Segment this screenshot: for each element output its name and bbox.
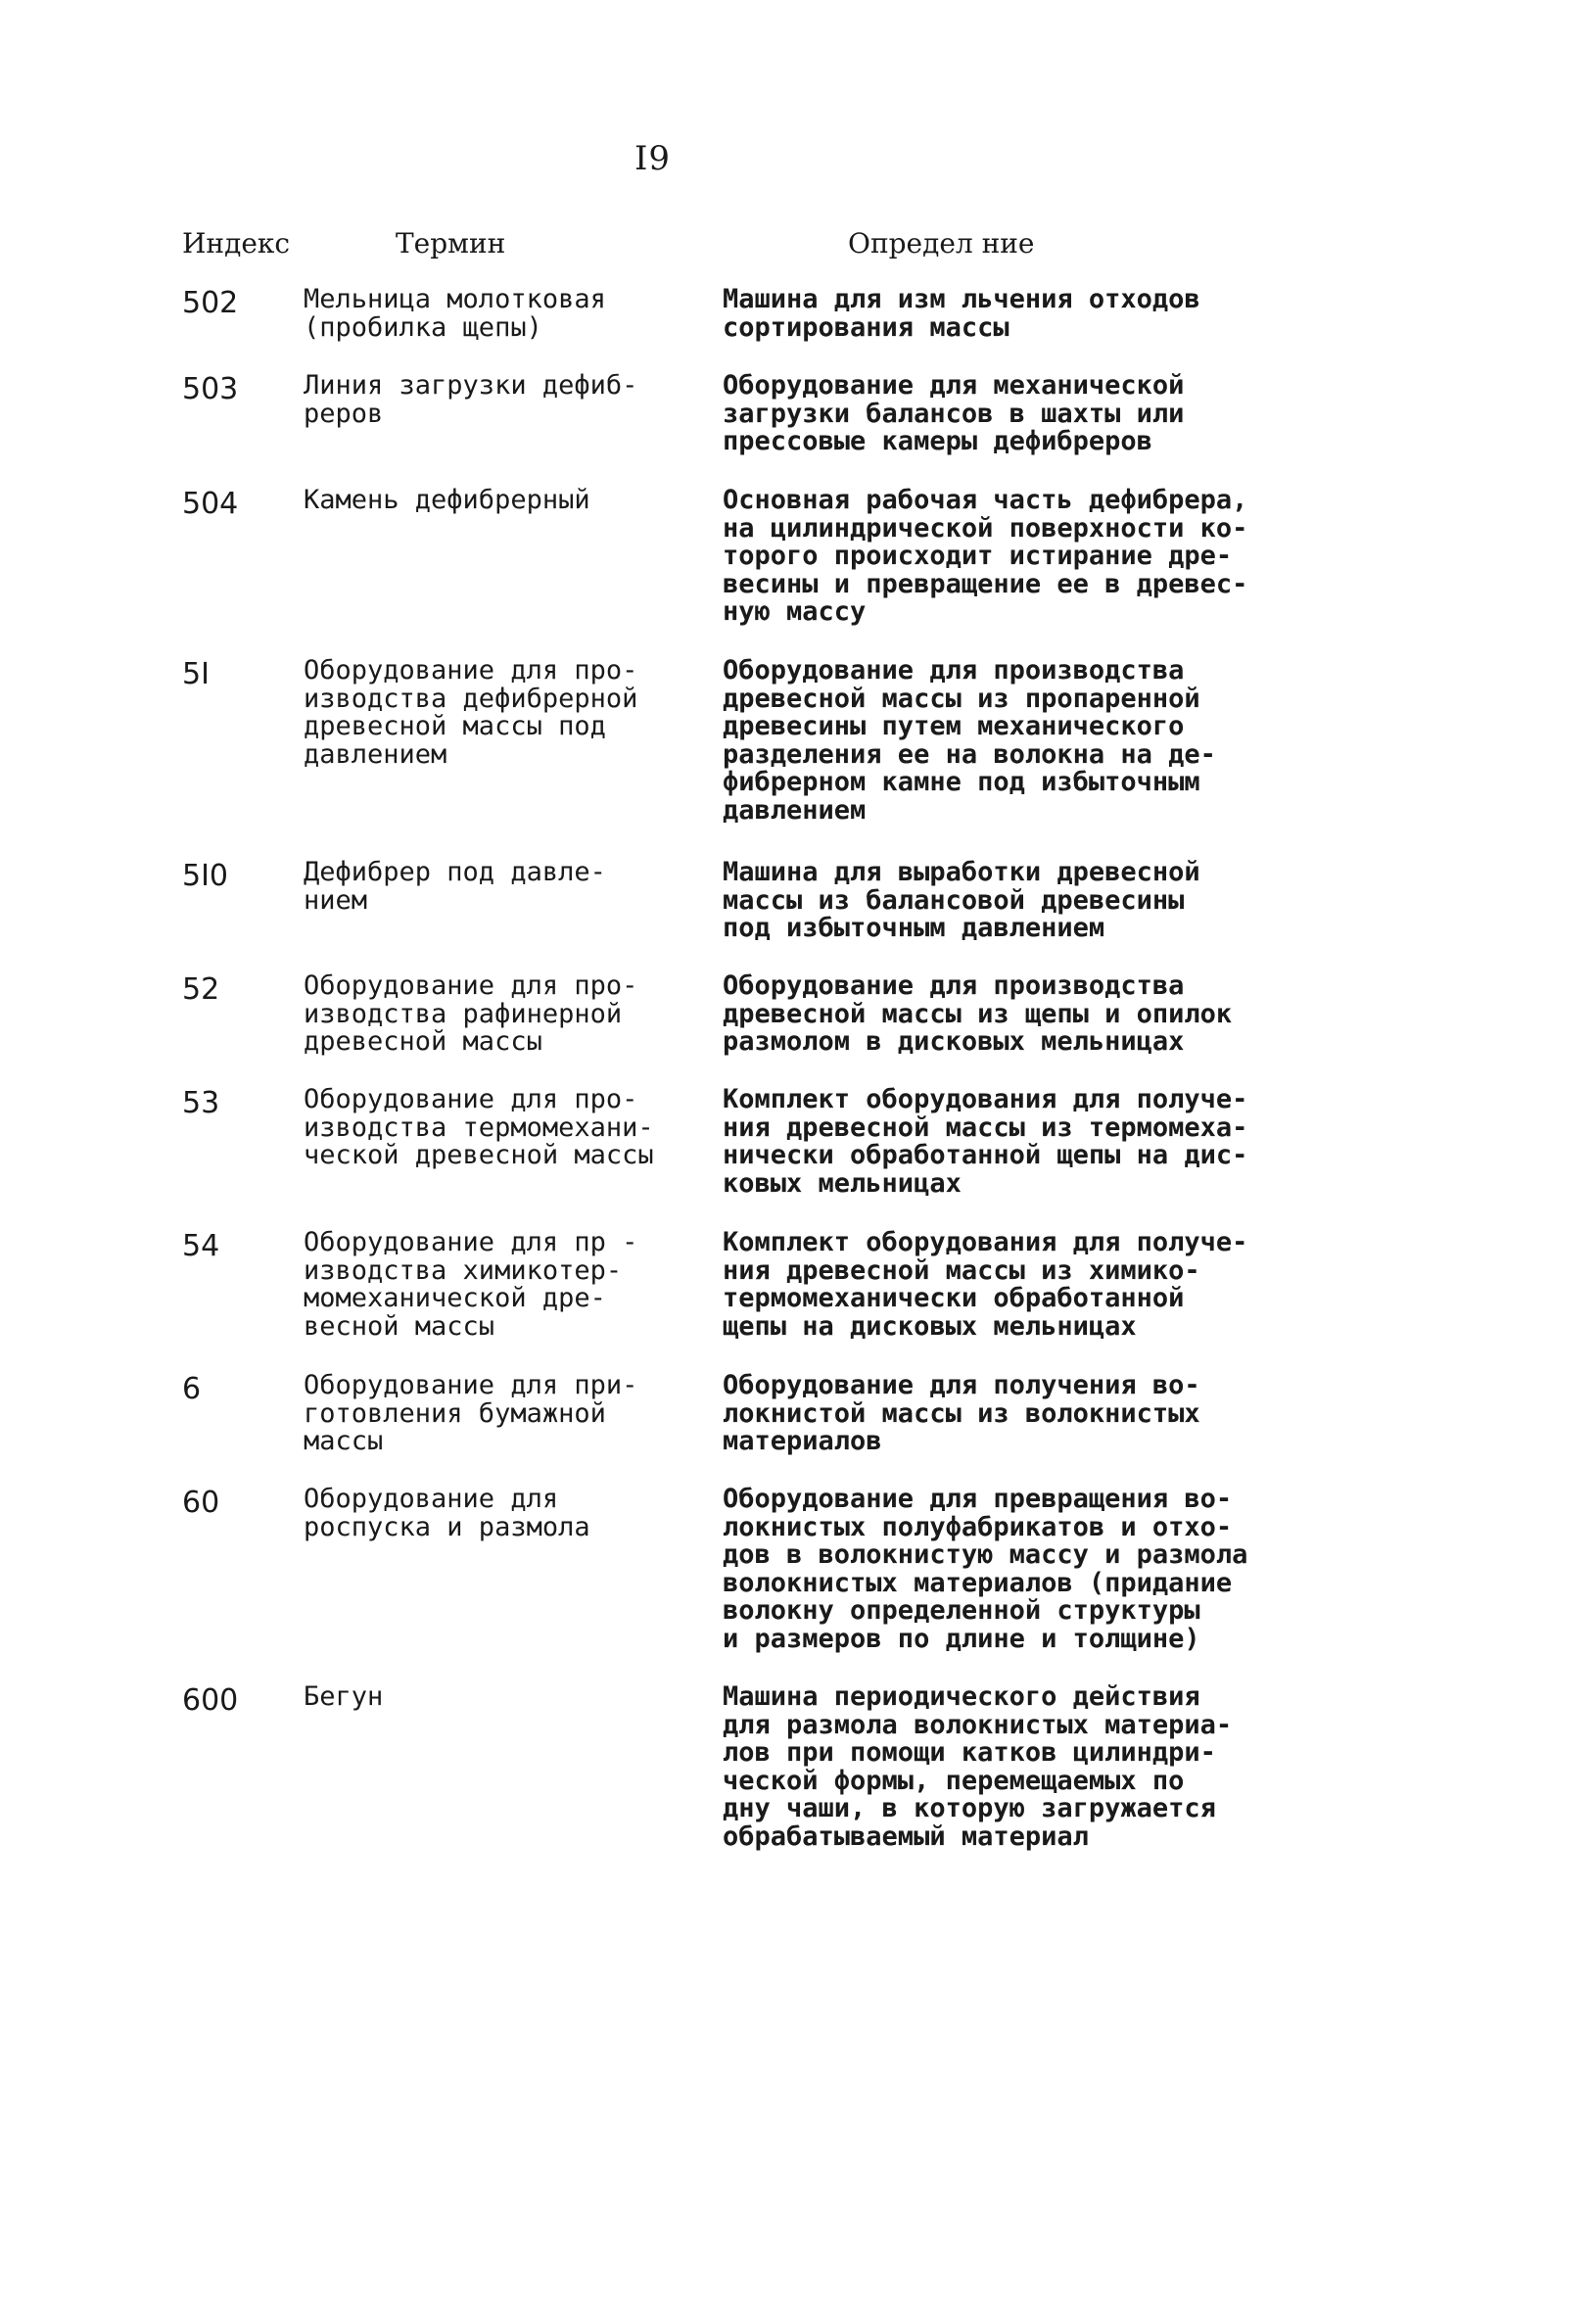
- entry-index: 5I0: [182, 859, 229, 893]
- entry-index: 54: [182, 1229, 220, 1263]
- entry-index: 5I: [182, 657, 210, 691]
- entry-index: 504: [182, 487, 239, 521]
- entry-definition: Оборудование для механической загрузки балансов в шахты или прессовые камеры дефибреров: [723, 370, 1185, 456]
- entry-definition: Комплект оборудования для получе- ния древесной массы из химико- термомеханически обработанной щепы на дисковых мельницах: [723, 1227, 1248, 1342]
- entry-definition: Машина периодического действия для размола волокнистых материа- лов при помощи катков цилиндри- ческой формы, перемещаемых по дну чаши, в которую загружается обрабатываемый материал: [723, 1681, 1233, 1852]
- column-header-definition: Определ ние: [848, 227, 1035, 260]
- entry-definition: Комплект оборудования для получе- ния древесной массы из термомеха- нически обработанной щепы на дис- ковых мельницах: [723, 1084, 1248, 1199]
- entry-index: 53: [182, 1086, 220, 1120]
- entry-term: Оборудование для про- изводства термомехани- ческой древесной массы: [304, 1084, 654, 1170]
- entry-term: Дефибрер под давле- нием: [304, 857, 606, 916]
- page-number: I9: [634, 139, 672, 178]
- column-header-term: Термин: [396, 227, 506, 260]
- entry-definition: Машина для выработки древесной массы из балансовой древесины под избыточным давлением: [723, 857, 1200, 943]
- entry-index: 52: [182, 972, 220, 1007]
- entry-definition: Основная рабочая часть дефибрера, на цилиндрической поверхности ко- торого происходит истирание дре- весины и превращение ее в древес- ную массу: [723, 485, 1248, 627]
- entry-index: 600: [182, 1683, 239, 1718]
- entry-term: Мельница молотковая (пробилка щепы): [304, 284, 606, 343]
- entry-index: 6: [182, 1372, 202, 1406]
- column-header-index: Индекс: [182, 227, 291, 260]
- entry-term: Бегун: [304, 1681, 384, 1712]
- entry-term: Оборудование для про- изводства дефибрерной древесной массы под давлением: [304, 655, 638, 770]
- entry-term: Линия загрузки дефиб- реров: [304, 370, 638, 429]
- entry-index: 502: [182, 286, 239, 320]
- entry-definition: Оборудование для превращения во- локнистых полуфабрикатов и отхо- дов в волокнистую массу и размола волокнистых материалов (придание волокну определенной структуры и размеров по длине и толщине): [723, 1484, 1248, 1654]
- entry-definition: Оборудование для получения во- локнистой массы из волокнистых материалов: [723, 1370, 1200, 1456]
- entry-index: 503: [182, 372, 239, 406]
- entry-term: Оборудование для про- изводства рафинерной древесной массы: [304, 970, 638, 1057]
- entry-term: Оборудование для при- готовления бумажной массы: [304, 1370, 638, 1456]
- entry-term: Камень дефибрерный: [304, 485, 590, 515]
- entry-index: 60: [182, 1486, 220, 1520]
- entry-definition: Оборудование для производства древесной массы из щепы и опилок размолом в дисковых мельницах: [723, 970, 1233, 1057]
- entry-definition: Машина для изм льчения отходов сортирования массы: [723, 284, 1200, 343]
- entry-definition: Оборудование для производства древесной массы из пропаренной древесины путем механического разделения ее на волокна на де- фибрерном камне под избыточным давлением: [723, 655, 1216, 826]
- entry-term: Оборудование для роспуска и размола: [304, 1484, 590, 1542]
- table-header: [0, 227, 1596, 266]
- entry-term: Оборудование для пр - изводства химикотер- момеханической дре- весной массы: [304, 1227, 638, 1342]
